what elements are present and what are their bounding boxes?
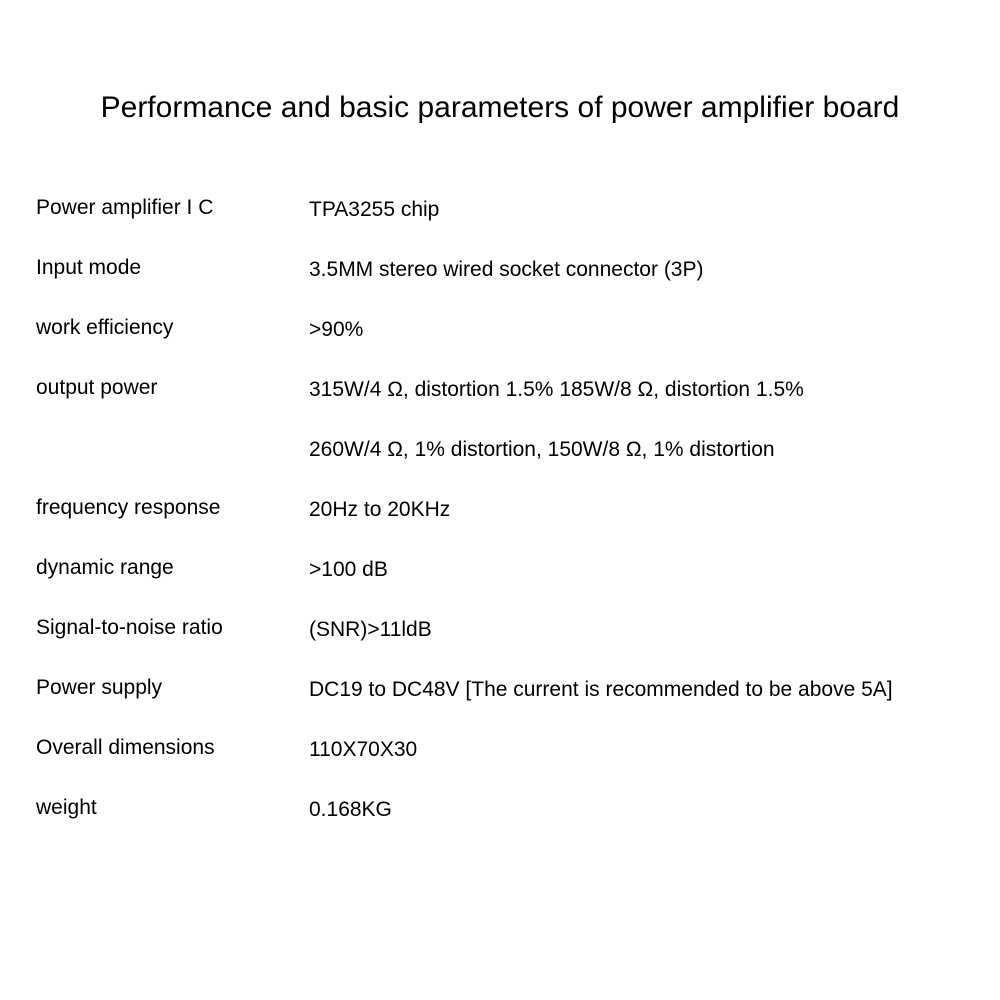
spec-row-frequency-response (0, 494, 1000, 534)
spec-value: 0.168KG (309, 798, 392, 821)
spec-value: 315W/4 Ω, distortion 1.5% 185W/8 Ω, distortion 1.5% (309, 378, 804, 401)
spec-row-power-supply (0, 674, 1000, 714)
spec-value-secondary: 260W/4 Ω, 1% distortion, 150W/8 Ω, 1% distortion (309, 438, 775, 461)
spec-row-weight (0, 794, 1000, 834)
page-title: Performance and basic parameters of power amplifier board (100, 91, 900, 124)
spec-label: Power supply (36, 676, 163, 699)
spec-row-dynamic-range (0, 554, 1000, 594)
spec-label: Overall dimensions (36, 736, 215, 759)
spec-row-power-amplifier-ic (0, 194, 1000, 234)
spec-value: >100 dB (309, 558, 388, 581)
spec-value: >90% (309, 318, 364, 341)
spec-row-output-power (0, 374, 1000, 414)
spec-row-overall-dimensions (0, 734, 1000, 774)
spec-value: 110X70X30 (309, 738, 418, 761)
spec-label: Input mode (36, 256, 142, 279)
spec-label: frequency response (36, 496, 221, 519)
spec-row-signal-to-noise-ratio (0, 614, 1000, 654)
spec-value: 3.5MM stereo wired socket connector (3P) (309, 258, 704, 281)
spec-label: output power (36, 376, 158, 399)
spec-value: 20Hz to 20KHz (309, 498, 451, 521)
spec-label: dynamic range (36, 556, 174, 579)
spec-value: DC19 to DC48V [The current is recommended to be above 5A] (309, 678, 893, 701)
spec-row-work-efficiency (0, 314, 1000, 354)
spec-label: work efficiency (36, 316, 174, 339)
spec-label: weight (36, 796, 97, 819)
spec-label: Signal-to-noise ratio (36, 616, 223, 639)
spec-row-input-mode (0, 254, 1000, 294)
spec-value: (SNR)>11ldB (309, 618, 432, 641)
spec-row-output-power-continued (0, 434, 1000, 474)
spec-label: Power amplifier I C (36, 196, 214, 219)
spec-value: TPA3255 chip (309, 198, 440, 221)
